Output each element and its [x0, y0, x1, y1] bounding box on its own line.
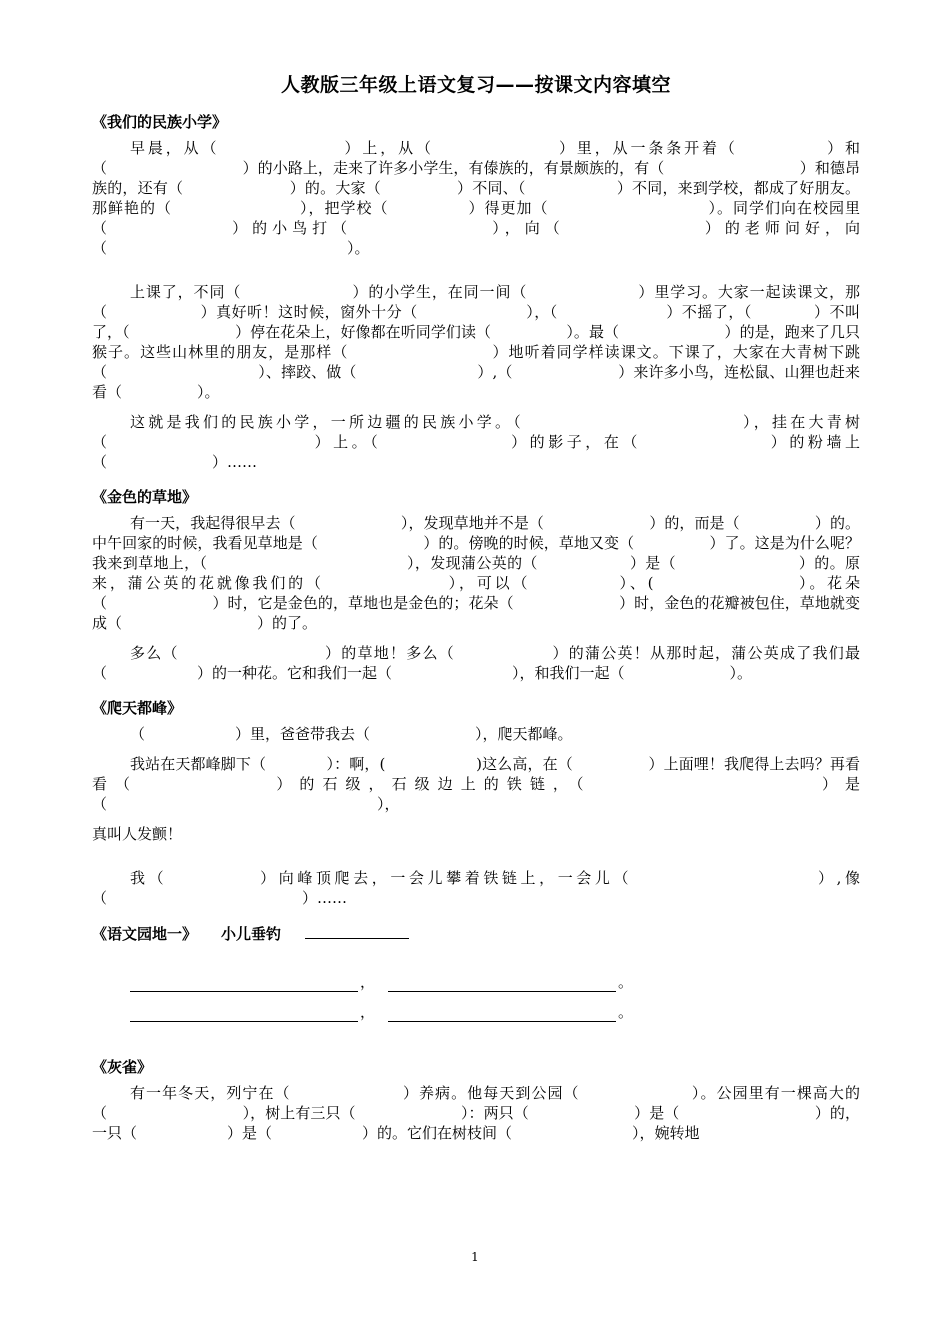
paragraph: 早晨，从（ ）上，从（ ）里，从一条条开着（ ）和（ ）的小路上，走来了许多小学生，有傣族的，有景颇族的，有（ ）和德昂族的，还有（ ）的。大家（ ）不同、（ ）不同，来到学校，都成了好朋友。那鲜艳的（ ），把学校（ ）得更加（ ）。同学们向在校园里（ ）的小鸟打（ ），向（ ）的老师问好，向（ ）。	[92, 139, 860, 257]
answer-line[interactable]	[388, 1003, 616, 1022]
punctuation: ，	[360, 1003, 376, 1021]
section-heading: 《爬天都峰》	[92, 699, 183, 717]
paragraph: （ ）里，爸爸带我去（ ），爬天都峰。	[130, 725, 573, 743]
paragraph: 我（ ）向峰顶爬去，一会儿攀着铁链上，一会儿（ ）,像（ ）……	[92, 869, 860, 907]
document-page	[92, 70, 860, 1153]
section-heading-garden	[92, 922, 860, 944]
answer-line[interactable]	[130, 973, 358, 992]
poem-line-row	[130, 992, 860, 1022]
section-heading: 《我们的民族小学》	[92, 113, 228, 131]
answer-line[interactable]	[388, 973, 616, 992]
page-number: 1	[471, 1250, 479, 1264]
section-heading: 《语文园地一》	[92, 925, 198, 943]
answer-line[interactable]	[130, 1003, 358, 1022]
paragraph: 有一年冬天，列宁在（ ）养病。他每天到公园（ ）。公园里有一棵高大的（ ），树上有三只（ ）：两只（ ）是（ ）的，一只（ ）是（ ）的。它们在树枝间（ ），婉转地	[92, 1084, 860, 1142]
section-heading: 《金色的草地》	[92, 488, 198, 506]
punctuation: ，	[360, 973, 376, 991]
paragraph: 我站在天都峰脚下（ ）：啊，( )这么高，在（ ）上面哩！我爬得上去吗？再看看（ ）的石级，石级边上的铁链，（ ）是（ ），	[92, 755, 860, 813]
paragraph: 真叫人发颤！	[92, 825, 183, 843]
poem-lines	[130, 962, 860, 1022]
punctuation: 。	[618, 1003, 634, 1021]
poem-title: 小儿垂钓	[221, 925, 282, 943]
page-title: 人教版三年级上语文复习——按课文内容填空	[280, 74, 671, 96]
answer-blank[interactable]	[305, 922, 409, 939]
punctuation: 。	[618, 973, 634, 991]
section-heading: 《灰雀》	[92, 1058, 153, 1076]
paragraph: 有一天，我起得很早去（ ），发现草地并不是（ ）的，而是（ ）的。中午回家的时候，我看见草地是（ ）的。傍晚的时候，草地又变（ ）了。这是为什么呢？我来到草地上，（ ），发现蒲公英的（ ）是（ ）的。原来，蒲公英的花就像我们的（ ），可以（ ）、( ）。花朵（ ）时，它是金色的，草地也是金色的；花朵（ ）时，金色的花瓣被包住，草地就变成（ ）的了。	[92, 514, 860, 632]
poem-line-row	[130, 962, 860, 992]
paragraph: 多么（ ）的草地！多么（ ）的蒲公英！从那时起，蒲公英成了我们最（ ）的一种花。它和我们一起（ ），和我们一起（ ）。	[92, 644, 860, 682]
paragraph: 上课了，不同（ ）的小学生，在同一间（ ）里学习。大家一起读课文，那（ ）真好听！这时候，窗外十分（ ），（ ）不摇了，（ ）不叫了，（ ）停在花朵上，好像都在听同学们读（ ）。最（ ）的是，跑来了几只猴子。这些山林里的朋友，是那样（ ）地听着同学样读课文。下课了，大家在大青树下跳（ ）、摔跤、做（ ）,（ ）来许多小鸟，连松鼠、山狸也赶来看（ ）。	[92, 283, 860, 401]
paragraph: 这就是我们的民族小学，一所边疆的民族小学。（ ），挂在大青树（ ）上。（ ）的影子，在（ ）的粉墙上（ ）……	[92, 413, 860, 471]
